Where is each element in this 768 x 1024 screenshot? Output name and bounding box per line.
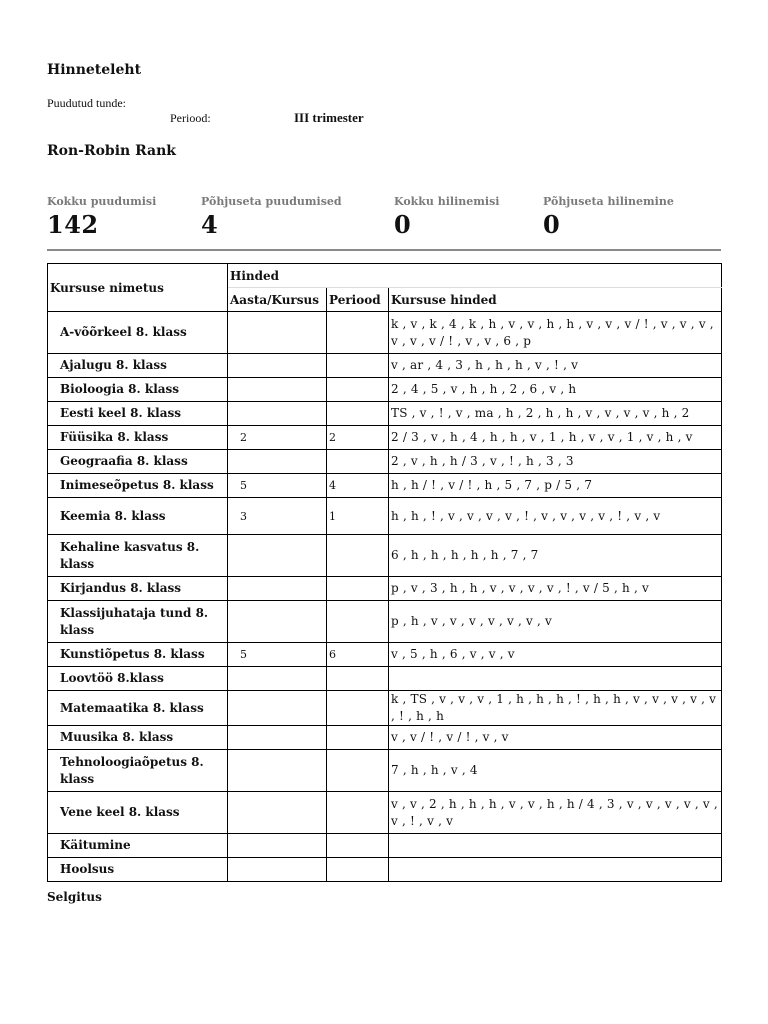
course-name-cell: Kirjandus 8. klass (48, 577, 228, 601)
course-grades-cell: h , h , ! , v , v , v , v , ! , v , v , v , v , ! , v , v (389, 498, 722, 535)
period-grade-cell: 2 (327, 426, 389, 450)
period-grade-cell (327, 691, 389, 726)
year-grade-cell (228, 726, 327, 750)
year-grade-cell (228, 792, 327, 834)
year-grade-cell: 5 (228, 643, 327, 667)
course-grades-cell: h , h / ! , v / ! , h , 5 , 7 , p / 5 , 7 (389, 474, 722, 498)
table-row (48, 498, 722, 535)
period-grade-cell (327, 667, 389, 691)
course-grades-cell: v , v , 2 , h , h , h , v , v , h , h / 4 , 3 , v , v , v , v , v , v , ! , v , v (389, 792, 722, 834)
course-grades-cell: p , v , 3 , h , h , v , v , v , v , ! , v / 5 , h , v (389, 577, 722, 601)
period-grade-cell: 4 (327, 474, 389, 498)
stat-value: 0 (394, 210, 412, 239)
stat-total-late (394, 195, 499, 239)
period-grade-cell (327, 601, 389, 643)
student-name: Ron-Robin Rank (47, 143, 177, 159)
period-grade-cell (327, 535, 389, 577)
course-name-cell: Inimeseõpetus 8. klass (48, 474, 228, 498)
year-grade-cell (228, 378, 327, 402)
table-row (48, 402, 722, 426)
year-grade-cell (228, 834, 327, 858)
period-grade-cell (327, 858, 389, 882)
course-grades-cell: 2 , v , h , h / 3 , v , ! , h , 3 , 3 (389, 450, 722, 474)
year-grade-cell (228, 535, 327, 577)
table-row (48, 792, 722, 834)
course-name-cell: Eesti keel 8. klass (48, 402, 228, 426)
course-name-cell: Keemia 8. klass (48, 498, 228, 535)
course-name-cell: Vene keel 8. klass (48, 792, 228, 834)
course-name-cell: Kunstiõpetus 8. klass (48, 643, 228, 667)
year-grade-cell (228, 312, 327, 354)
table-row (48, 858, 722, 882)
stat-label: Põhjuseta hilinemine (543, 195, 674, 208)
stat-value: 4 (201, 210, 219, 239)
stat-value: 142 (47, 210, 99, 239)
course-grades-cell: p , h , v , v , v , v , v , v , v (389, 601, 722, 643)
course-name-cell: Bioloogia 8. klass (48, 378, 228, 402)
period-grade-cell (327, 378, 389, 402)
course-grades-cell: 2 , 4 , 5 , v , h , h , 2 , 6 , v , h (389, 378, 722, 402)
period-grade-cell (327, 726, 389, 750)
course-name-cell: A-võõrkeel 8. klass (48, 312, 228, 354)
table-row (48, 750, 722, 792)
course-name-cell: Muusika 8. klass (48, 726, 228, 750)
course-name-cell: Füüsika 8. klass (48, 426, 228, 450)
year-grade-cell: 3 (228, 498, 327, 535)
year-grade-cell (228, 667, 327, 691)
table-row (48, 577, 722, 601)
course-grades-cell (389, 667, 722, 691)
course-name-cell: Käitumine (48, 834, 228, 858)
table-row (48, 691, 722, 726)
table-row (48, 378, 722, 402)
period-grade-cell (327, 450, 389, 474)
period-grade-cell (327, 792, 389, 834)
table-row (48, 601, 722, 643)
period-grade-cell (327, 834, 389, 858)
year-grade-cell (228, 354, 327, 378)
section-divider (47, 249, 721, 251)
stat-label: Kokku hilinemisi (394, 195, 500, 208)
course-grades-cell (389, 834, 722, 858)
course-grades-cell: v , 5 , h , 6 , v , v , v (389, 643, 722, 667)
course-grades-cell: v , v / ! , v / ! , v , v (389, 726, 722, 750)
course-name-cell: Hoolsus (48, 858, 228, 882)
stat-label: Põhjuseta puudumised (201, 195, 342, 208)
grades-table (47, 263, 722, 882)
period-grade-cell (327, 402, 389, 426)
table-row (48, 667, 722, 691)
table-row (48, 450, 722, 474)
year-grade-cell: 2 (228, 426, 327, 450)
year-grade-cell (228, 691, 327, 726)
year-grade-cell (228, 577, 327, 601)
course-name-cell: Geograafia 8. klass (48, 450, 228, 474)
period-value: III trimester (294, 110, 364, 125)
header-period: Periood (327, 288, 389, 312)
header-year-course: Aasta/Kursus (228, 288, 327, 312)
stat-value: 0 (543, 210, 561, 239)
course-grades-cell (389, 858, 722, 882)
stat-unexcused-absences (201, 195, 342, 239)
course-name-cell: Matemaatika 8. klass (48, 691, 228, 726)
year-grade-cell (228, 402, 327, 426)
table-row (48, 354, 722, 378)
header-course-grades: Kursuse hinded (389, 288, 722, 312)
course-grades-cell: k , TS , v , v , v , 1 , h , h , h , ! , h , h , v , v , v , v , v , ! , h , h (389, 691, 722, 726)
course-grades-cell: TS , v , ! , v , ma , h , 2 , h , h , v , v , v , v , h , 2 (389, 402, 722, 426)
course-name-cell: Kehaline kasvatus 8. klass (48, 535, 228, 577)
course-name-cell: Ajalugu 8. klass (48, 354, 228, 378)
stat-total-absences (47, 195, 156, 239)
period-label: Periood: (170, 111, 211, 125)
table-row (48, 643, 722, 667)
year-grade-cell (228, 601, 327, 643)
legend-heading: Selgitus (47, 890, 102, 904)
period-grade-cell (327, 312, 389, 354)
course-grades-cell: 2 / 3 , v , h , 4 , h , h , v , 1 , h , v , v , 1 , v , h , v (389, 426, 722, 450)
period-grade-cell: 6 (327, 643, 389, 667)
table-row (48, 834, 722, 858)
table-row (48, 426, 722, 450)
period-grade-cell (327, 750, 389, 792)
period-grade-cell (327, 354, 389, 378)
header-course-name: Kursuse nimetus (48, 264, 228, 312)
page-title: Hinneteleht (47, 62, 142, 78)
table-row (48, 474, 722, 498)
course-grades-cell: v , ar , 4 , 3 , h , h , h , v , ! , v (389, 354, 722, 378)
course-name-cell: Loovtöö 8.klass (48, 667, 228, 691)
course-grades-cell: 6 , h , h , h , h , h , 7 , 7 (389, 535, 722, 577)
period-grade-cell: 1 (327, 498, 389, 535)
stat-label: Kokku puudumisi (47, 195, 157, 208)
stat-unexcused-late (543, 195, 674, 239)
table-row (48, 726, 722, 750)
year-grade-cell (228, 750, 327, 792)
year-grade-cell (228, 450, 327, 474)
period-grade-cell (327, 577, 389, 601)
header-grades-group: Hinded (228, 264, 722, 288)
course-name-cell: Tehnoloogiaõpetus 8. klass (48, 750, 228, 792)
course-name-cell: Klassijuhataja tund 8. klass (48, 601, 228, 643)
missing-lessons-label: Puudutud tunde: (47, 96, 127, 110)
table-row (48, 535, 722, 577)
year-grade-cell: 5 (228, 474, 327, 498)
year-grade-cell (228, 858, 327, 882)
course-grades-cell: 7 , h , h , v , 4 (389, 750, 722, 792)
course-grades-cell: k , v , k , 4 , k , h , v , v , h , h , v , v , v / ! , v , v , v , v , v , v / ! , v , v , 6 , p (389, 312, 722, 354)
table-row (48, 312, 722, 354)
